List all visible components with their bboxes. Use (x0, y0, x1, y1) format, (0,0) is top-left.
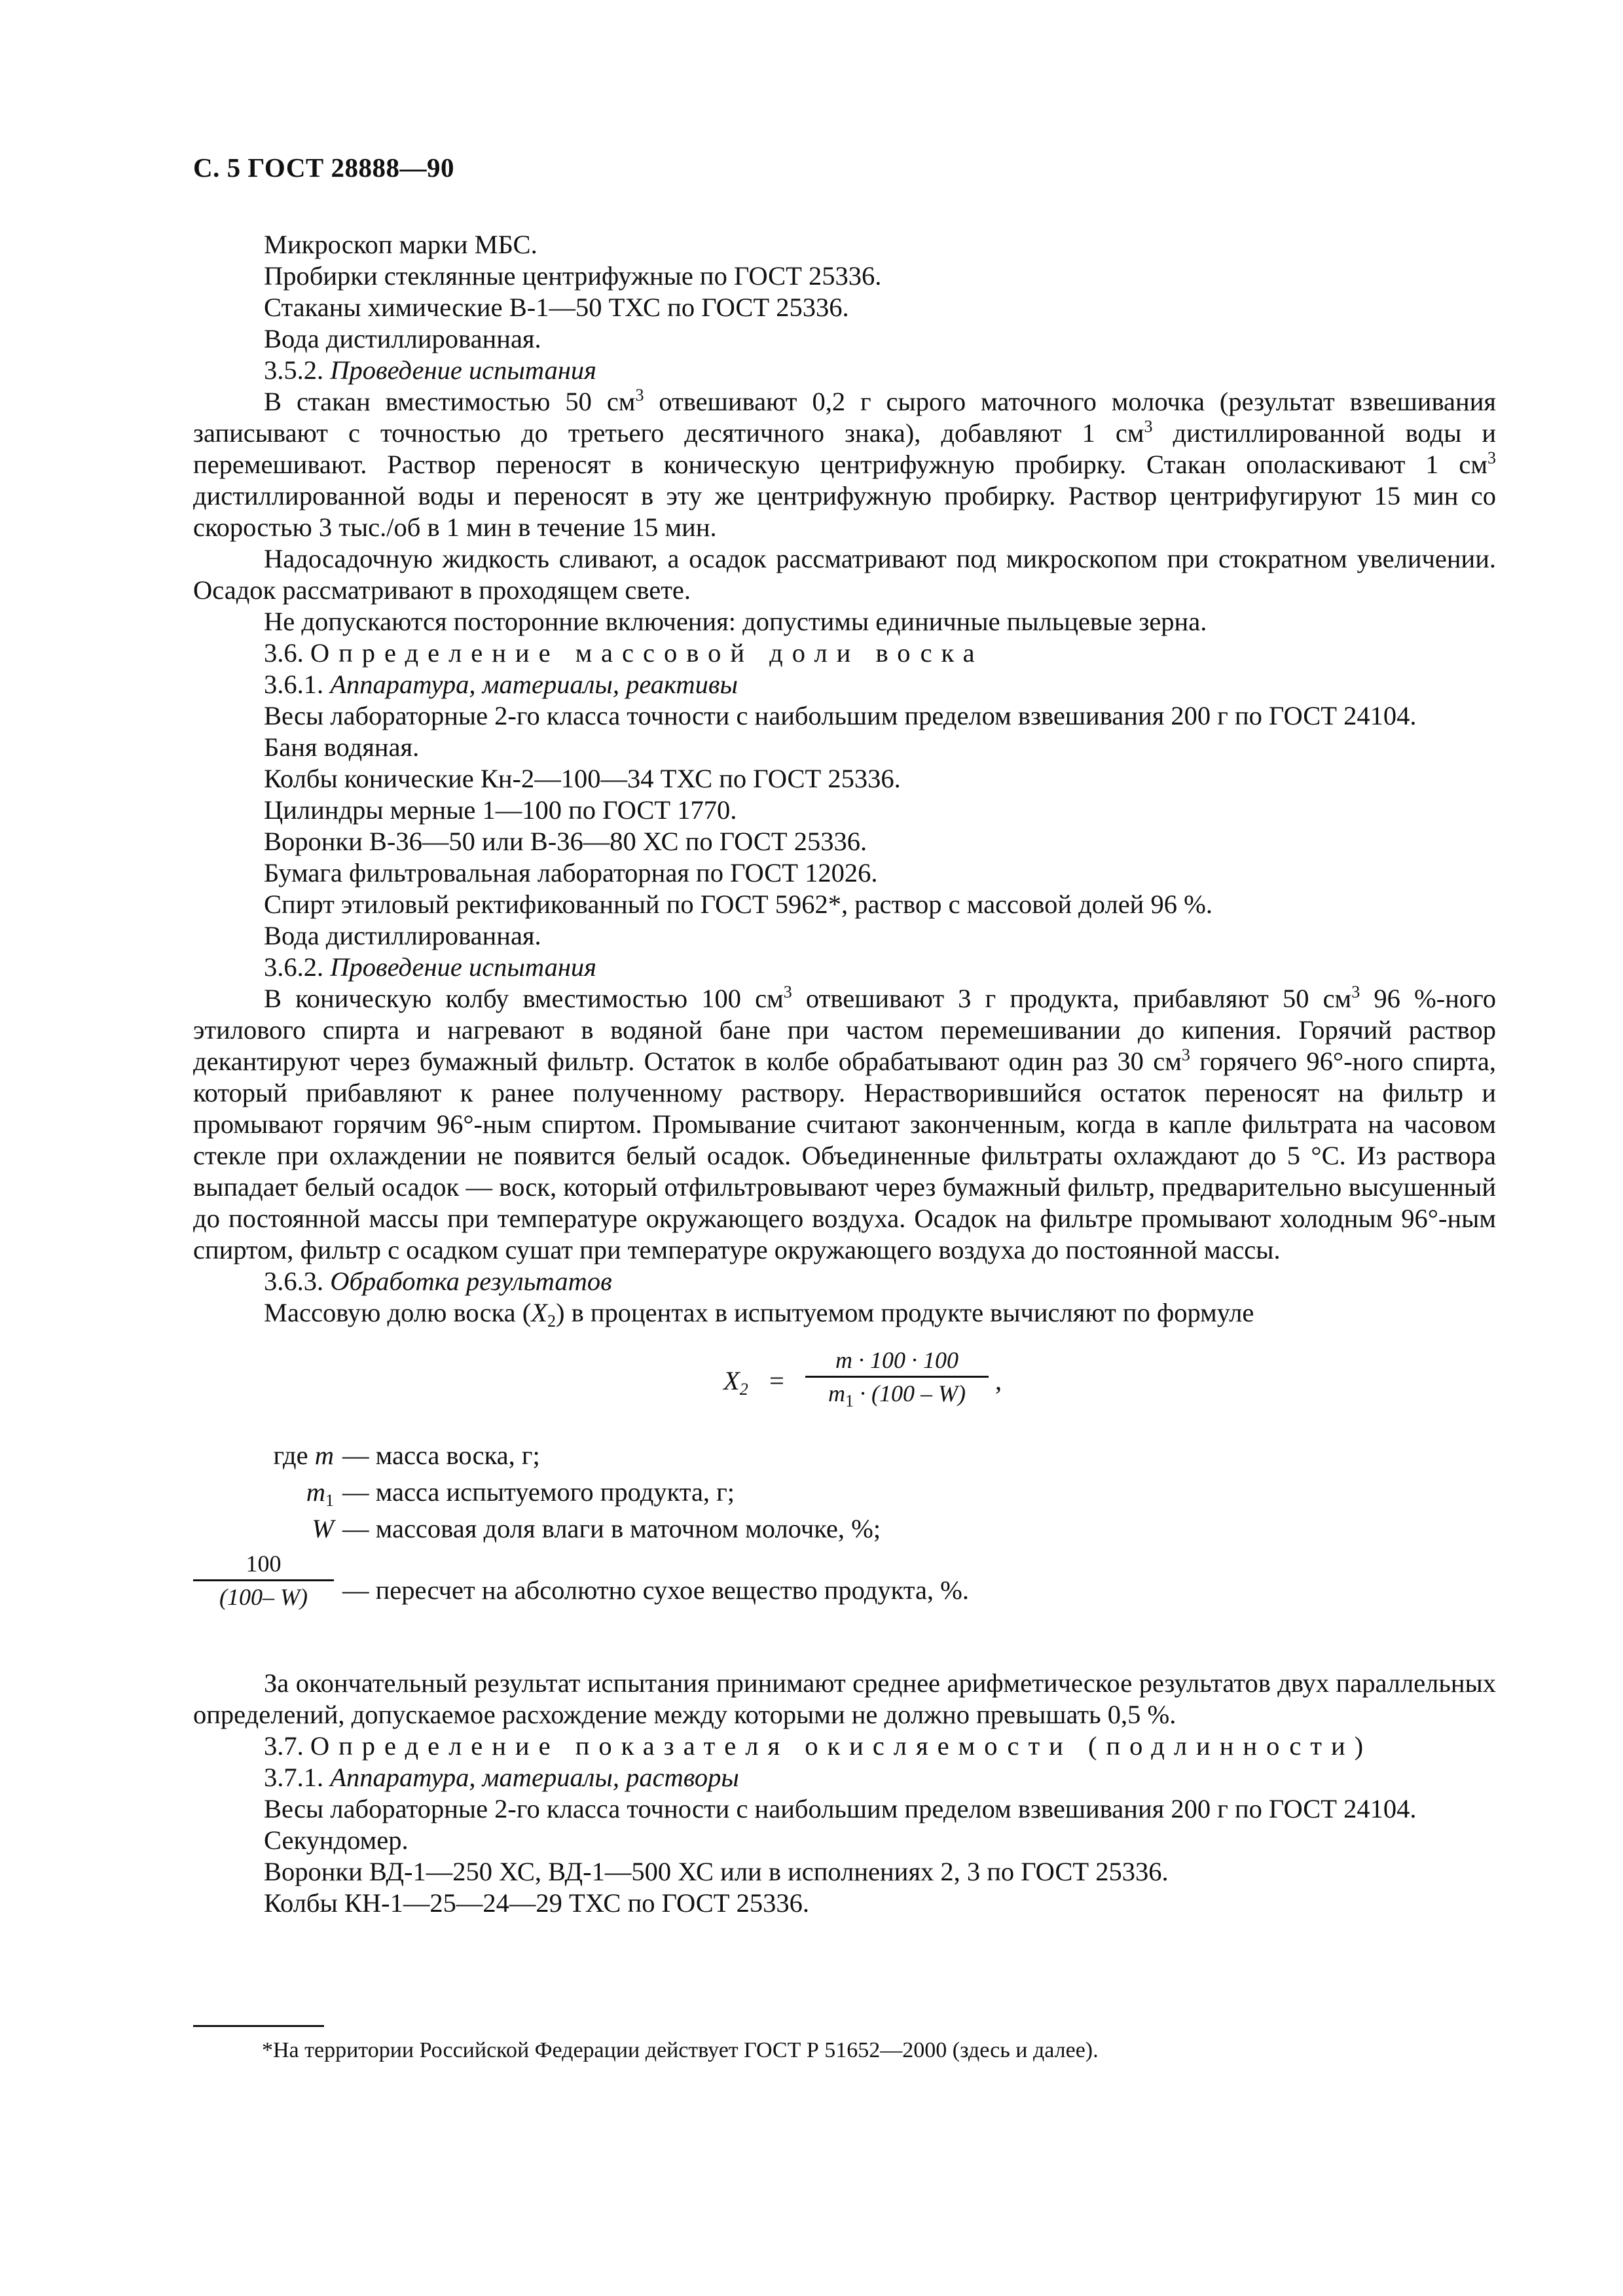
section-heading: 3.6.2. Проведение испытания (264, 952, 597, 982)
paragraph: Воронки ВД-1—250 ХС, ВД-1—500 ХС или в исполнениях 2, 3 по ГОСТ 25336. (264, 1857, 1169, 1886)
paragraph: Бумага фильтровальная лабораторная по ГОСТ 12026. (264, 858, 878, 888)
formula-comma: , (995, 1366, 1002, 1395)
paragraph: Весы лабораторные 2-го класса точности с наибольшим пределом взвешивания 200 г по ГОСТ 24104. (264, 1794, 1417, 1823)
section-heading: 3.6.1. Аппаратура, материалы, реактивы (264, 670, 738, 699)
paragraph: Воронки В-36—50 или В-36—80 ХС по ГОСТ 25336. (264, 827, 867, 856)
section-heading: 3.5.2. Проведение испытания (264, 355, 597, 385)
paragraph: Спирт этиловый ректификованный по ГОСТ 5962*, раствор с массовой долей 96 %. (264, 889, 1213, 919)
definition-text: — масса испытуемого продукта, г; (342, 1477, 735, 1507)
paragraph: Надосадочную жидкость сливают, а осадок рассматривают под микроскопом при стократном увеличении. Осадок рассматривают в проходящем свете. (193, 544, 1496, 605)
definition-text: — масса воска, г; (342, 1441, 540, 1470)
definition-symbol: $m_1$ (306, 1477, 334, 1510)
symbol-definitions (193, 1432, 1496, 1668)
definition-fraction: 100 (100– W) (193, 1550, 334, 1611)
paragraph: В коническую колбу вместимостью 100 $см^3$ отвешивают 3 г продукта, прибавляют 50 $см^3$ 96 %-ного этилового спирта и нагревают в водяной бане при частом перемешивании до кипения. Горячий раствор декантируют через бумажный фильтр. Остаток в колбе обрабатывают один раз 30 $см^3$ горячего 96°-ного спирта, который прибавляют к ранее полученному раствору. Нерастворившийся остаток переносят на фильтр и промывают горячим 96°-ным спиртом. Промывание считают законченным, когда в капле фильтрата на часовом стекле при охлаждении не появится белый осадок. Объединенные фильтраты охлаждают до 5 °С. Из раствора выпадает белый осадок — воск, который отфильтровывают через бумажный фильтр, предварительно высушенный до постоянной массы при температуре окружающего воздуха. Осадок на фильтре промывают холодным 96°-ным спиртом, фильтр с осадком сушат при температуре окружающего воздуха до постоянной массы. (193, 982, 1496, 1265)
paragraph: Стаканы химические В-1—50 ТХС по ГОСТ 25336. (264, 293, 849, 322)
paragraph: Колбы КН-1—25—24—29 ТХС по ГОСТ 25336. (264, 1888, 810, 1918)
definition-symbol: где m (273, 1441, 334, 1470)
formula-fraction (805, 1346, 989, 1408)
formula-lhs: $X_2$ (723, 1366, 748, 1399)
paragraph: Не допускаются посторонние включения: допустимы единичные пыльцевые зерна. (264, 607, 1207, 636)
formula-denominator: $m_1 \cdot (100 - W)$ (828, 1380, 966, 1410)
paragraph: Цилиндры мерные 1—100 по ГОСТ 1770. (264, 795, 737, 825)
formula-equals: = (769, 1366, 784, 1395)
section-heading: 3.7. Определение показателя окисляемости (подлинности) (264, 1731, 1373, 1761)
section-heading: 3.7.1. Аппаратура, материалы, растворы (264, 1763, 739, 1792)
definition-symbol: W (312, 1514, 334, 1543)
fraction-bar (805, 1376, 989, 1378)
paragraph: Секундомер. (264, 1825, 409, 1855)
paragraph: Баня водяная. (264, 732, 420, 762)
paragraph: Весы лабораторные 2-го класса точности с наибольшим пределом взвешивания 200 г по ГОСТ 24104. (264, 701, 1417, 730)
paragraph: Колбы конические Кн-2—100—34 ТХС по ГОСТ 25336. (264, 764, 901, 793)
paragraph: Вода дистиллированная. (264, 324, 541, 353)
paragraph: Вода дистиллированная. (264, 921, 541, 950)
page-header: С. 5 ГОСТ 28888—90 (193, 152, 455, 183)
fraction-bar (193, 1579, 334, 1581)
definition-text: — пересчет на абсолютно сухое вещество продукта, %. (342, 1575, 970, 1605)
formula (193, 1334, 1496, 1432)
section-heading: 3.6. Определение массовой доли воска (264, 638, 984, 668)
document-body (193, 229, 1496, 1919)
formula-numerator: m · 100 · 100 (835, 1347, 958, 1373)
paragraph: Массовую долю воска $(X_2)$ в процентах в испытуемом продукте вычисляют по формуле (264, 1298, 1254, 1331)
paragraph: За окончательный результат испытания принимают среднее арифметическое результатов двух параллельных определений, допускаемое расхождение между которыми не должно превышать 0,5 %. (193, 1668, 1496, 1729)
footnote-divider (193, 2025, 324, 2027)
footnote: *На территории Российской Федерации действует ГОСТ Р 51652—2000 (здесь и далее). (262, 2038, 1099, 2062)
paragraph: Микроскоп марки МБС. (264, 230, 538, 259)
paragraph: В стакан вместимостью 50 $см^3$ отвешивают 0,2 г сырого маточного молочка (результат взвешивания записывают с точностью до третьего десятичного знака), добавляют 1 $см^3$ дистиллированной воды и перемешивают. Раствор переносят в коническую центрифужную пробирку. Стакан ополаскивают 1 $см^3$ дистиллированной воды и переносят в эту же центрифужную пробирку. Раствор центрифугируют 15 мин со скоростью 3 тыс./об в 1 мин в течение 15 мин. (193, 386, 1496, 542)
definition-text: — массовая доля влаги в маточном молочке, %; (342, 1514, 881, 1543)
paragraph: Пробирки стеклянные центрифужные по ГОСТ 25336. (264, 261, 882, 291)
section-heading: 3.6.3. Обработка результатов (264, 1266, 612, 1296)
